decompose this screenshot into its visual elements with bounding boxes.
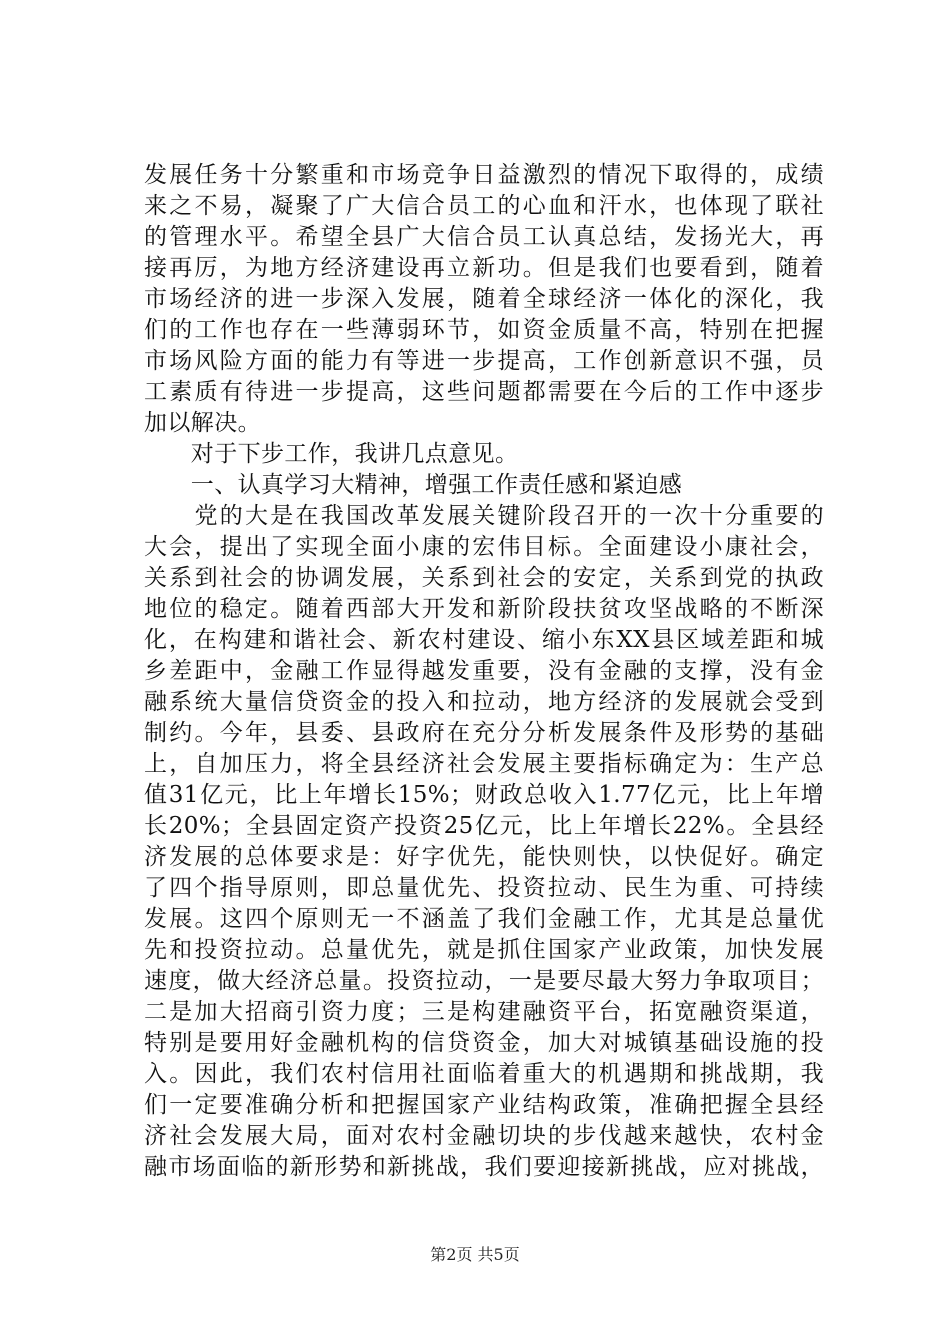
text-line: 入。因此，我们农村信用社面临着重大的机遇期和挑战期，我	[144, 1061, 824, 1087]
text-line: 速度，做大经济总量。投资拉动，一是要尽最大努力争取项目；	[144, 968, 824, 994]
text-line: 的管理水平。希望全县广大信合员工认真总结，发扬光大，再	[144, 224, 824, 250]
text-line: 大会，提出了实现全面小康的宏伟目标。全面建设小康社会，	[144, 534, 824, 560]
text-line: 市场经济的进一步深入发展，随着全球经济一体化的深化，我	[144, 286, 824, 312]
text-line: 加以解决。	[144, 410, 261, 436]
page-footer: 第2页 共5页	[430, 1245, 520, 1264]
text-line: 融系统大量信贷资金的投入和拉动，地方经济的发展就会受到	[144, 689, 824, 715]
text-line: 融市场面临的新形势和新挑战，我们要迎接新挑战，应对挑战，	[144, 1154, 824, 1180]
text-line: 化，在构建和谐社会、新农村建设、缩小东XX县区域差距和城	[144, 627, 824, 653]
text-line: 先和投资拉动。总量优先，就是抓住国家产业政策，加快发展	[144, 937, 824, 963]
text-line: 值31亿元，比上年增长15%；财政总收入1.77亿元，比上年增	[144, 782, 824, 808]
body-text	[144, 160, 824, 1183]
text-line: 上，自加压力，将全县经济社会发展主要指标确定为：生产总	[144, 751, 824, 777]
text-line: 乡差距中，金融工作显得越发重要，没有金融的支撑，没有金	[144, 658, 824, 684]
text-line: 一、认真学习大精神，增强工作责任感和紧迫感	[144, 472, 683, 498]
text-line: 制约。今年，县委、县政府在充分分析发展条件及形势的基础	[144, 720, 824, 746]
text-line: 发展任务十分繁重和市场竞争日益激烈的情况下取得的，成绩	[144, 162, 824, 188]
text-line: 发展。这四个原则无一不涵盖了我们金融工作，尤其是总量优	[144, 906, 824, 932]
text-line: 二是加大招商引资力度；三是构建融资平台，拓宽融资渠道，	[144, 999, 824, 1025]
text-line: 长20%；全县固定资产投资25亿元，比上年增长22%。全县经	[144, 813, 824, 839]
text-line: 来之不易，凝聚了广大信合员工的心血和汗水，也体现了联社	[144, 193, 824, 219]
text-line: 接再厉，为地方经济建设再立新功。但是我们也要看到，随着	[144, 255, 824, 281]
text-line: 们一定要准确分析和把握国家产业结构政策，准确把握全县经	[144, 1092, 824, 1118]
text-line: 济社会发展大局，面对农村金融切块的步伐越来越快，农村金	[144, 1123, 824, 1149]
text-line: 工素质有待进一步提高，这些问题都需要在今后的工作中逐步	[144, 379, 824, 405]
text-line: 了四个指导原则，即总量优先、投资拉动、民生为重、可持续	[144, 875, 824, 901]
text-line: 们的工作也存在一些薄弱环节，如资金质量不高，特别在把握	[144, 317, 824, 343]
text-line: 济发展的总体要求是：好字优先，能快则快，以快促好。确定	[144, 844, 824, 870]
text-line: 党的大是在我国改革发展关键阶段召开的一次十分重要的	[144, 503, 824, 529]
text-line: 市场风险方面的能力有等进一步提高，工作创新意识不强，员	[144, 348, 824, 374]
text-line: 地位的稳定。随着西部大开发和新阶段扶贫攻坚战略的不断深	[144, 596, 824, 622]
text-line: 对于下步工作，我讲几点意见。	[144, 441, 519, 467]
text-line: 关系到社会的协调发展，关系到社会的安定，关系到党的执政	[144, 565, 824, 591]
text-line: 特别是要用好金融机构的信贷资金，加大对城镇基础设施的投	[144, 1030, 824, 1056]
